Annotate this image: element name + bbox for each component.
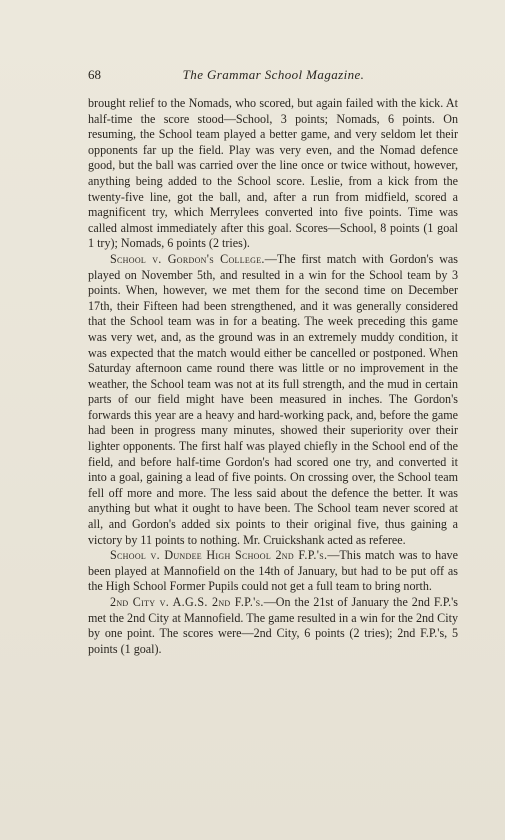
paragraph-text: brought relief to the Nomads, who scored, but again failed with the kick. At half-time the score stood—School, 3 points; Nomads, 6 points. On resuming, the School team played a better game, and very seldom let their opponents far up the field. Play was very even, and the Nomad defence good, but the ball was carried over the line once or twice without, however, anything being added to the School score. Leslie, from a kick from the twenty-five line, got the ball, and, after a run from midfield, scored a magnificent try, which Merrylees converted into five points. Time was called almost immediately after this goal. Scores—School, 8 points (1 goal 1 try); Nomads, 6 points (2 tries). bbox=[88, 96, 458, 251]
paragraph-text: —This match was to have been played at Mannofield on the 14th of January, but had to be put off as the High School Former Pupils could not get a full team to bring north. bbox=[88, 548, 458, 594]
paragraph-2nd-city-match bbox=[88, 595, 458, 657]
paragraph-text: —On the 21st of January the 2nd F.P.'s met the 2nd City at Mannofield. The game resulted in a win for the 2nd City by one point. The scores were—2nd City, 6 points (2 tries); 2nd F.P.'s, 5 points (1 goal). bbox=[88, 595, 458, 656]
running-title: The Grammar School Magazine. bbox=[182, 67, 365, 82]
article-body bbox=[88, 96, 458, 657]
page-number: 68 bbox=[88, 67, 101, 82]
match-heading: 2nd City v. A.G.S. 2nd F.P.'s. bbox=[110, 595, 264, 609]
paragraph-gordons-college-match bbox=[88, 252, 458, 548]
paragraph-text: —The first match with Gordon's was played on November 5th, and resulted in a win for the School team by 3 points. When, however, we met them for the second time on December 17th, their Fifteen had been strengthened, and it was generally considered that the School team was in for a beating. The week preceding this game was very wet, and, as the ground was in an extremely muddy condition, it was expected that the match would either be cancelled or postponed. When Saturday afternoon came round there was little or no improvement in the weather, the School team was not at its full strength, and the mud in certain parts of our field might have been measured in inches. The Gordon's forwards this year are a heavy and hard-working pack, and, before the game had been in progress many minutes, showed their superiority over their lighter opponents. The first half was played chiefly in the School end of the field, and before half-time Gordon's had scored one try, and converted it into a goal, gaining a lead of five points. On crossing over, the School team fell off more and more. The less said about the defence the better. It was anything but what it ought to have been. The School team never scored at all, and Gordon's added six points to their original five, thus gaining a victory by 11 points to nothing. Mr. Cruickshank acted as referee. bbox=[88, 251, 458, 547]
paragraph-dundee-high-school-match bbox=[88, 548, 458, 595]
match-heading: School v. Dundee High School 2nd F.P.'s. bbox=[110, 548, 328, 563]
match-heading: School v. Gordon's College. bbox=[110, 251, 265, 266]
paragraph-nomads-match bbox=[88, 96, 458, 252]
running-head bbox=[88, 66, 459, 84]
